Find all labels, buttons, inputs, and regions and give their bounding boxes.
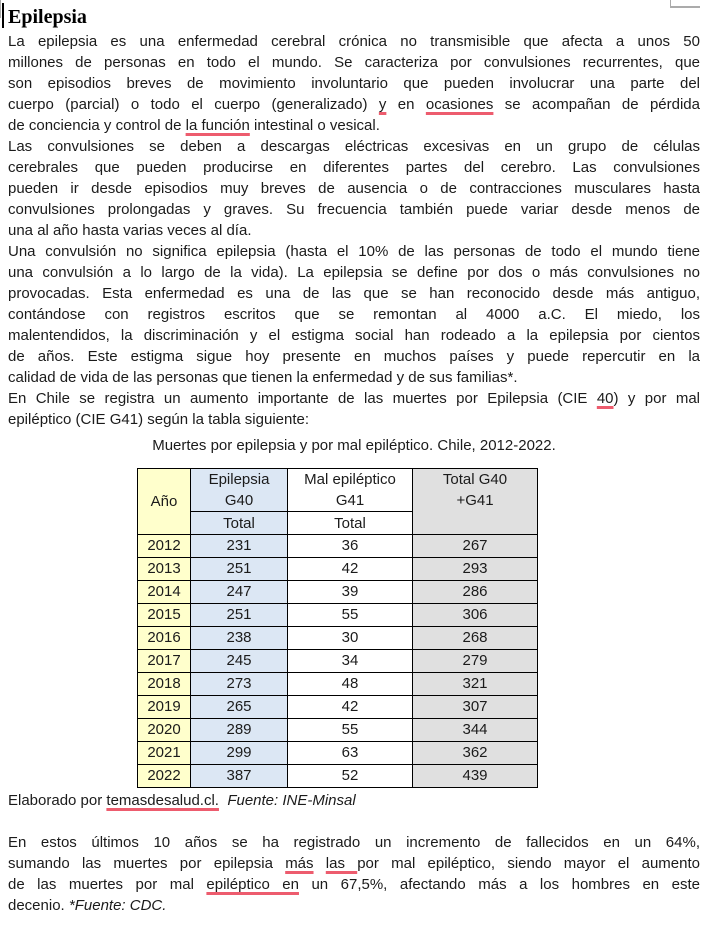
cell-year: 2020	[138, 719, 191, 742]
cell-g41: 48	[288, 673, 413, 696]
cell-year: 2012	[138, 535, 191, 558]
cell-g40: 245	[191, 650, 288, 673]
text-run: de conciencia y control de	[8, 117, 186, 134]
cell-g40: 387	[191, 765, 288, 788]
text-run: intestinal o vesical.	[249, 117, 380, 134]
cell-g40: 251	[191, 604, 288, 627]
cell-g40: 273	[191, 673, 288, 696]
spellcheck-underlined-text: las	[325, 855, 358, 872]
cell-g41: 63	[288, 742, 413, 765]
table-row	[138, 765, 538, 788]
cell-total: 439	[413, 765, 538, 788]
cell-year: 2017	[138, 650, 191, 673]
text-line	[8, 178, 700, 199]
text-line	[8, 31, 700, 52]
text-line	[8, 283, 700, 304]
cell-total: 293	[413, 558, 538, 581]
table-row	[138, 604, 538, 627]
text-line	[8, 73, 700, 94]
text-line	[8, 262, 700, 283]
cell-total: 307	[413, 696, 538, 719]
paragraph-definicion	[8, 241, 700, 388]
spellcheck-underlined-text: ocasiones	[425, 96, 494, 113]
text-run: un 67,5%, afectando más a los hombres en este	[298, 876, 700, 893]
cell-g41: 39	[288, 581, 413, 604]
text-line	[8, 895, 700, 916]
text-run: En Chile se registra un aumento importante de las muertes por Epilepsia (CIE	[8, 390, 597, 407]
cell-g40: 289	[191, 719, 288, 742]
text-run: por mal epiléptico, siendo mayor el aumento	[357, 855, 700, 872]
text-line	[8, 199, 700, 220]
text-run: malentendidos, la discriminación y el estigma social han rodeado a la epilepsia por cientos	[8, 327, 700, 344]
cell-g41: 52	[288, 765, 413, 788]
document-title: Epilepsia	[8, 6, 87, 28]
cell-year: 2015	[138, 604, 191, 627]
spellcheck-underlined-text: epiléptico en	[206, 876, 299, 893]
cell-g40: 238	[191, 627, 288, 650]
spellcheck-underlined-text: temasdesalud.cl.	[106, 792, 219, 809]
text-line	[8, 325, 700, 346]
cell-g41: 42	[288, 558, 413, 581]
text-run: contándose con registros escritos que se remontan al 4000 a.C. El miedo, los	[8, 306, 700, 323]
paragraph-convulsiones	[8, 136, 700, 241]
cell-g40: 251	[191, 558, 288, 581]
text-run: convulsiones prolongadas y graves. Su frecuencia también puede variar desde menos de	[8, 201, 700, 218]
text-run	[314, 855, 326, 872]
cell-total: 306	[413, 604, 538, 627]
text-run: cuerpo (parcial) o todo el cuerpo (generalizado)	[8, 96, 379, 113]
cell-total: 268	[413, 627, 538, 650]
cell-year: 2014	[138, 581, 191, 604]
text-line	[8, 790, 700, 811]
table-row	[138, 581, 538, 604]
header-year: Año	[138, 469, 191, 535]
text-line	[8, 115, 700, 136]
text-run: de las muertes por mal	[8, 876, 207, 893]
cell-g41: 55	[288, 719, 413, 742]
italic-text: Fuente: INE-Minsal	[227, 792, 356, 809]
text-run: Elaborado por	[8, 792, 107, 809]
subheader-g41-total: Total	[288, 512, 413, 535]
text-run: millones de personas en todo el mundo. Se caracteriza por convulsiones recurrentes, que	[8, 54, 700, 71]
cell-year: 2022	[138, 765, 191, 788]
text-run: ) y por mal	[613, 390, 700, 407]
spellcheck-underlined-text: la función	[185, 117, 250, 134]
cell-g41: 34	[288, 650, 413, 673]
text-run: sumando las muertes por epilepsia	[8, 855, 286, 872]
paragraph-intro	[8, 31, 700, 136]
cell-total: 267	[413, 535, 538, 558]
spellcheck-underlined-text: 40	[596, 390, 614, 407]
table-header-row-1	[138, 469, 538, 512]
text-run: epiléptico (CIE G41) según la tabla siguiente:	[8, 411, 310, 428]
table-caption: Muertes por epilepsia y por mal epiléptico. Chile, 2012-2022.	[152, 437, 556, 454]
text-run: La epilepsia es una enfermedad cerebral crónica no transmisible que afecta a unos 50	[8, 33, 700, 50]
text-run: calidad de vida de las personas que tienen la enfermedad y de sus familias*.	[8, 369, 518, 386]
text-run: de años. Este estigma sigue hoy presente en muchos países y puede repercutir en la	[8, 348, 700, 365]
cell-total: 321	[413, 673, 538, 696]
text-line	[8, 241, 700, 262]
text-line	[8, 157, 700, 178]
table-row	[138, 673, 538, 696]
cell-g41: 55	[288, 604, 413, 627]
cell-total: 362	[413, 742, 538, 765]
cell-g41: 42	[288, 696, 413, 719]
text-line	[8, 409, 700, 430]
text-line	[8, 136, 700, 157]
document-body	[8, 4, 700, 916]
cell-g40: 299	[191, 742, 288, 765]
text-line	[8, 832, 700, 853]
table-row	[138, 627, 538, 650]
deaths-table	[137, 468, 538, 788]
text-line	[8, 853, 700, 874]
cell-year: 2016	[138, 627, 191, 650]
cell-g40: 265	[191, 696, 288, 719]
spellcheck-underlined-text: y	[378, 96, 387, 113]
text-run: Las convulsiones se deben a descargas eléctricas excesivas en un grupo de células	[8, 138, 700, 155]
text-line	[8, 220, 700, 241]
text-run: en	[386, 96, 426, 113]
table-row	[138, 719, 538, 742]
subheader-g40-total: Total	[191, 512, 288, 535]
table-row	[138, 650, 538, 673]
spellcheck-underlined-text: más	[285, 855, 314, 872]
page-margin-mark-left	[0, 0, 1, 18]
table-row	[138, 742, 538, 765]
cell-total: 286	[413, 581, 538, 604]
cell-total: 344	[413, 719, 538, 742]
cell-g40: 247	[191, 581, 288, 604]
table-row	[138, 558, 538, 581]
text-line	[8, 346, 700, 367]
header-epilepsia-g40: Epilepsia G40	[191, 469, 288, 512]
text-line	[8, 388, 700, 409]
text-run: Una convulsión no significa epilepsia (hasta el 10% de las personas de todo el mundo tiene	[8, 243, 700, 260]
table-rows	[138, 535, 538, 788]
cell-year: 2019	[138, 696, 191, 719]
text-run: son episodios breves de movimiento involuntario que pueden involucrar una parte del	[8, 75, 700, 92]
text-run: pueden ir desde episodios muy breves de ausencia o de contracciones musculares hasta	[8, 180, 700, 197]
cell-g41: 36	[288, 535, 413, 558]
cell-year: 2013	[138, 558, 191, 581]
cell-g41: 30	[288, 627, 413, 650]
text-run: provocadas. Esta enfermedad es una de las que se han reconocido desde más antiguo,	[8, 285, 700, 302]
text-run: decenio.	[8, 897, 69, 914]
italic-text: *Fuente: CDC.	[68, 897, 167, 914]
text-line	[8, 94, 700, 115]
text-line	[8, 874, 700, 895]
cell-g40: 231	[191, 535, 288, 558]
table-row	[138, 696, 538, 719]
text-run: una al año hasta varias veces al día.	[8, 222, 252, 239]
cell-year: 2021	[138, 742, 191, 765]
blank-line	[8, 811, 700, 832]
credits-line	[8, 790, 700, 811]
text-run: se acompañan de pérdida	[493, 96, 700, 113]
text-line	[8, 52, 700, 73]
paragraph-conclusion	[8, 832, 700, 916]
text-run: cerebrales que pueden producirse en diferentes partes del cerebro. Las convulsiones	[8, 159, 700, 176]
text-line	[8, 367, 700, 388]
table-row	[138, 535, 538, 558]
paragraph-chile	[8, 388, 700, 430]
text-run: una convulsión a lo largo de la vida). La epilepsia se define por dos o más convulsiones no	[8, 264, 700, 281]
header-mal-epileptico-g41: Mal epiléptico G41	[288, 469, 413, 512]
text-cursor	[2, 3, 4, 28]
cell-year: 2018	[138, 673, 191, 696]
text-line	[8, 304, 700, 325]
header-total-g40-g41: Total G40 +G41	[413, 469, 538, 535]
cell-total: 279	[413, 650, 538, 673]
text-run: En estos últimos 10 años se ha registrado un incremento de fallecidos en un 64%,	[8, 834, 700, 851]
